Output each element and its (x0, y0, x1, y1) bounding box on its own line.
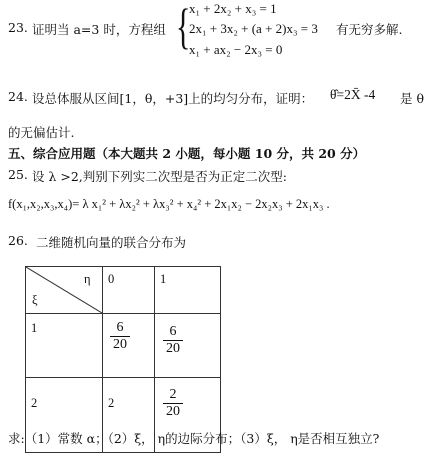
q26-number: 26. (8, 233, 28, 248)
joint-distribution-table (25, 266, 221, 453)
row-variable-label: ξ (32, 293, 38, 307)
fraction-denominator: 20 (110, 336, 130, 353)
q24-text-b: 是 θ (400, 91, 424, 106)
q24-estimator: θ̂=2X̄ -4 (330, 87, 376, 102)
table-cell: 2 (103, 378, 155, 453)
fraction (110, 320, 130, 353)
row-label-1: 1 (26, 314, 103, 378)
table-row (26, 314, 221, 378)
fraction-numerator: 6 (116, 320, 124, 335)
q24-text-a: 设总体服从区间[1，θ，+3]上的均匀分布，证明： (32, 91, 314, 106)
q23-text: 证明当 a=3 时，方程组 (32, 22, 166, 37)
q23-tail: 有无穷多解. (336, 22, 403, 37)
col-variable-label: η (84, 272, 91, 286)
fraction-denominator: 20 (163, 403, 183, 420)
fraction (163, 324, 183, 357)
col-header-1: 1 (155, 267, 221, 314)
q25-number: 25. (8, 167, 28, 182)
table-cell (103, 314, 155, 378)
q26-question: 求:（1）常数 α；（2）ξ， η的边际分布；（3）ξ， η是否相互独立? (8, 431, 380, 446)
equation-brace: { (176, 0, 191, 54)
fraction-denominator: 20 (163, 340, 183, 357)
q24-number: 24. (8, 89, 28, 104)
q25-text: 设 λ >2,判别下列实二次型是否为正定二次型: (32, 169, 287, 184)
fraction (163, 387, 183, 420)
fraction-numerator: 6 (169, 324, 177, 339)
q23-eq2: 2x₁ + 3x₂ + (a + 2)x₃ = 3 (189, 21, 318, 36)
q24-line2: 的无偏估计. (8, 125, 75, 140)
row-label-2: 2 (26, 378, 103, 453)
col-header-0: 0 (103, 267, 155, 314)
q23-number: 23. (8, 20, 28, 35)
q23-eq1: x₁ + 2x₂ + x₃ = 1 (189, 1, 277, 16)
fraction-numerator: 2 (169, 387, 177, 402)
q26-text: 二维随机向量的联合分布为 (36, 235, 187, 250)
section5-title: 五、综合应用题（本大题共 2 小题，每小题 10 分，共 20 分） (8, 146, 366, 161)
q25-formula: f(x₁,x₂,x₃,x₄)= λ x₁² + λx₂² + λx₃² + x₄² + 2x₁x₂ − 2x₂x₃ + 2x₁x₃ . (8, 197, 330, 211)
table-corner-cell (26, 267, 103, 314)
q23-eq3: x₁ + ax₂ − 2x₃ = 0 (189, 42, 283, 57)
table-cell (155, 314, 221, 378)
table-header-row (26, 267, 221, 314)
